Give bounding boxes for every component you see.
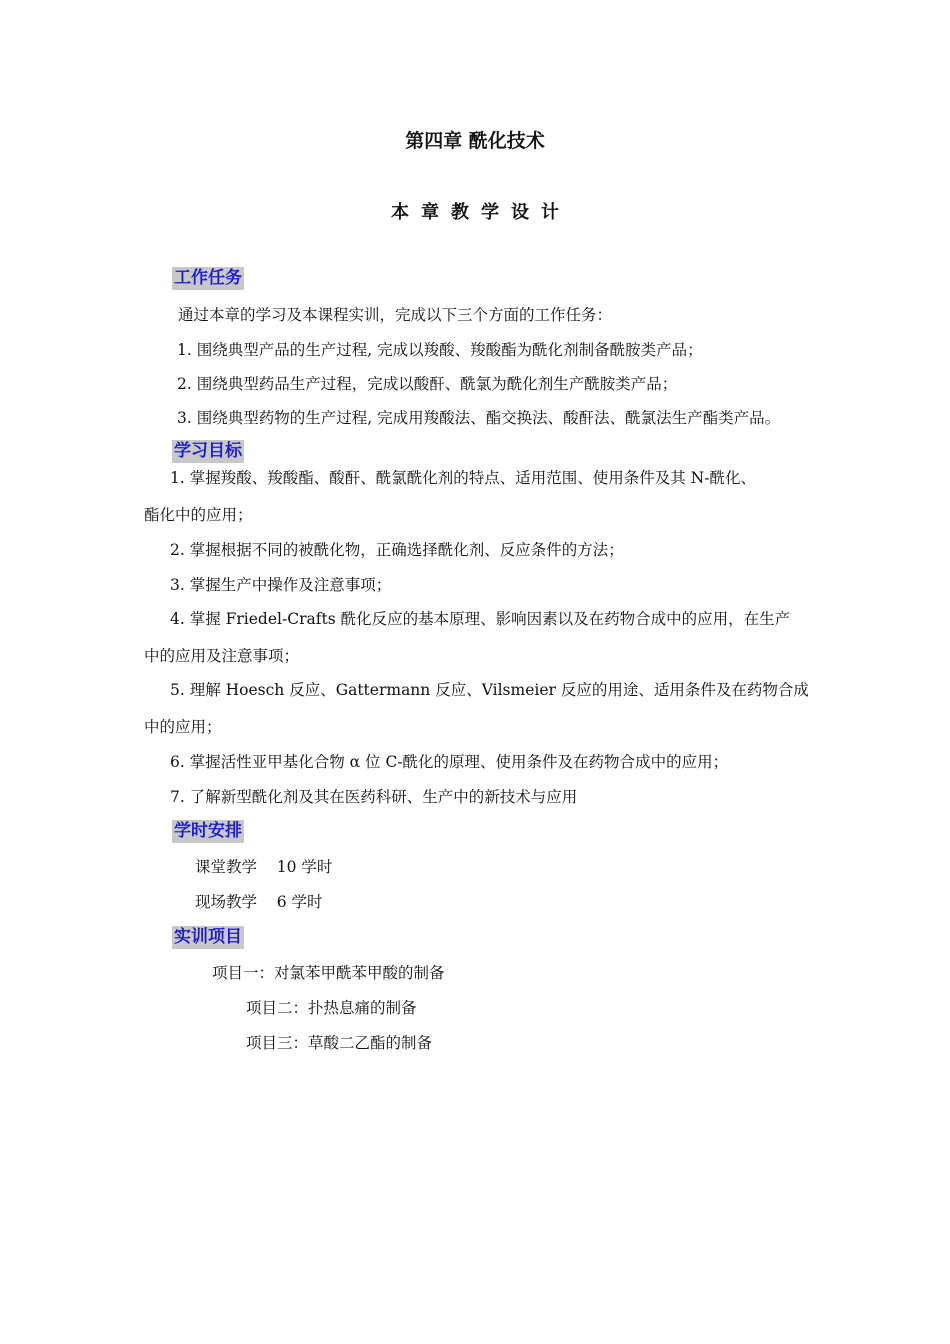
task-item: 2. 围绕典型药品生产过程，完成以酸酐、酰氯为酰化剂生产酰胺类产品； [177, 375, 678, 393]
objective-line: 4. 掌握 Friedel-Crafts 酰化反应的基本原理、影响因素以及在药物合成中的应用，在生产 [170, 610, 791, 628]
objective-line: 中的应用及注意事项； [144, 647, 300, 665]
objective-line: 3. 掌握生产中操作及注意事项； [170, 576, 392, 594]
training-item: 项目二：扑热息痛的制备 [246, 999, 417, 1017]
training-item: 项目一：对氯苯甲酰苯甲酸的制备 [212, 964, 445, 982]
chapter-title: 第四章 酰化技术 [405, 130, 545, 152]
objective-line: 7. 了解新型酰化剂及其在医药科研、生产中的新技术与应用 [170, 788, 578, 806]
section-heading-objectives: 学习目标 [174, 441, 242, 461]
section-heading-training: 实训项目 [174, 927, 242, 947]
objective-line: 酯化中的应用； [144, 506, 253, 524]
tasks-intro: 通过本章的学习及本课程实训，完成以下三个方面的工作任务： [178, 306, 613, 324]
objective-line: 中的应用； [144, 718, 222, 736]
task-item: 1. 围绕典型产品的生产过程, 完成以羧酸、羧酸酯为酰化剂制备酰胺类产品； [177, 341, 703, 359]
task-item: 3. 围绕典型药物的生产过程, 完成用羧酸法、酯交换法、酸酐法、酰氯法生产酯类产品。 [177, 409, 781, 427]
objective-line: 6. 掌握活性亚甲基化合物 α 位 C-酰化的原理、使用条件及在药物合成中的应用； [170, 753, 729, 771]
schedule-row: 现场教学 6 学时 [195, 893, 323, 911]
objective-line: 2. 掌握根据不同的被酰化物，正确选择酰化剂、反应条件的方法； [170, 541, 624, 559]
section-heading-tasks: 工作任务 [174, 268, 242, 288]
schedule-row: 课堂教学 10 学时 [195, 858, 333, 876]
section-heading-schedule: 学时安排 [174, 821, 242, 841]
objective-line: 5. 理解 Hoesch 反应、Gattermann 反应、Vilsmeier 反应的用途、适用条件及在药物合成 [170, 681, 809, 699]
training-item: 项目三：草酸二乙酯的制备 [246, 1034, 433, 1052]
design-title: 本章教学设计 [391, 202, 571, 223]
objective-line: 1. 掌握羧酸、羧酸酯、酸酐、酰氯酰化剂的特点、适用范围、使用条件及其 N-酰化、 [170, 469, 756, 487]
